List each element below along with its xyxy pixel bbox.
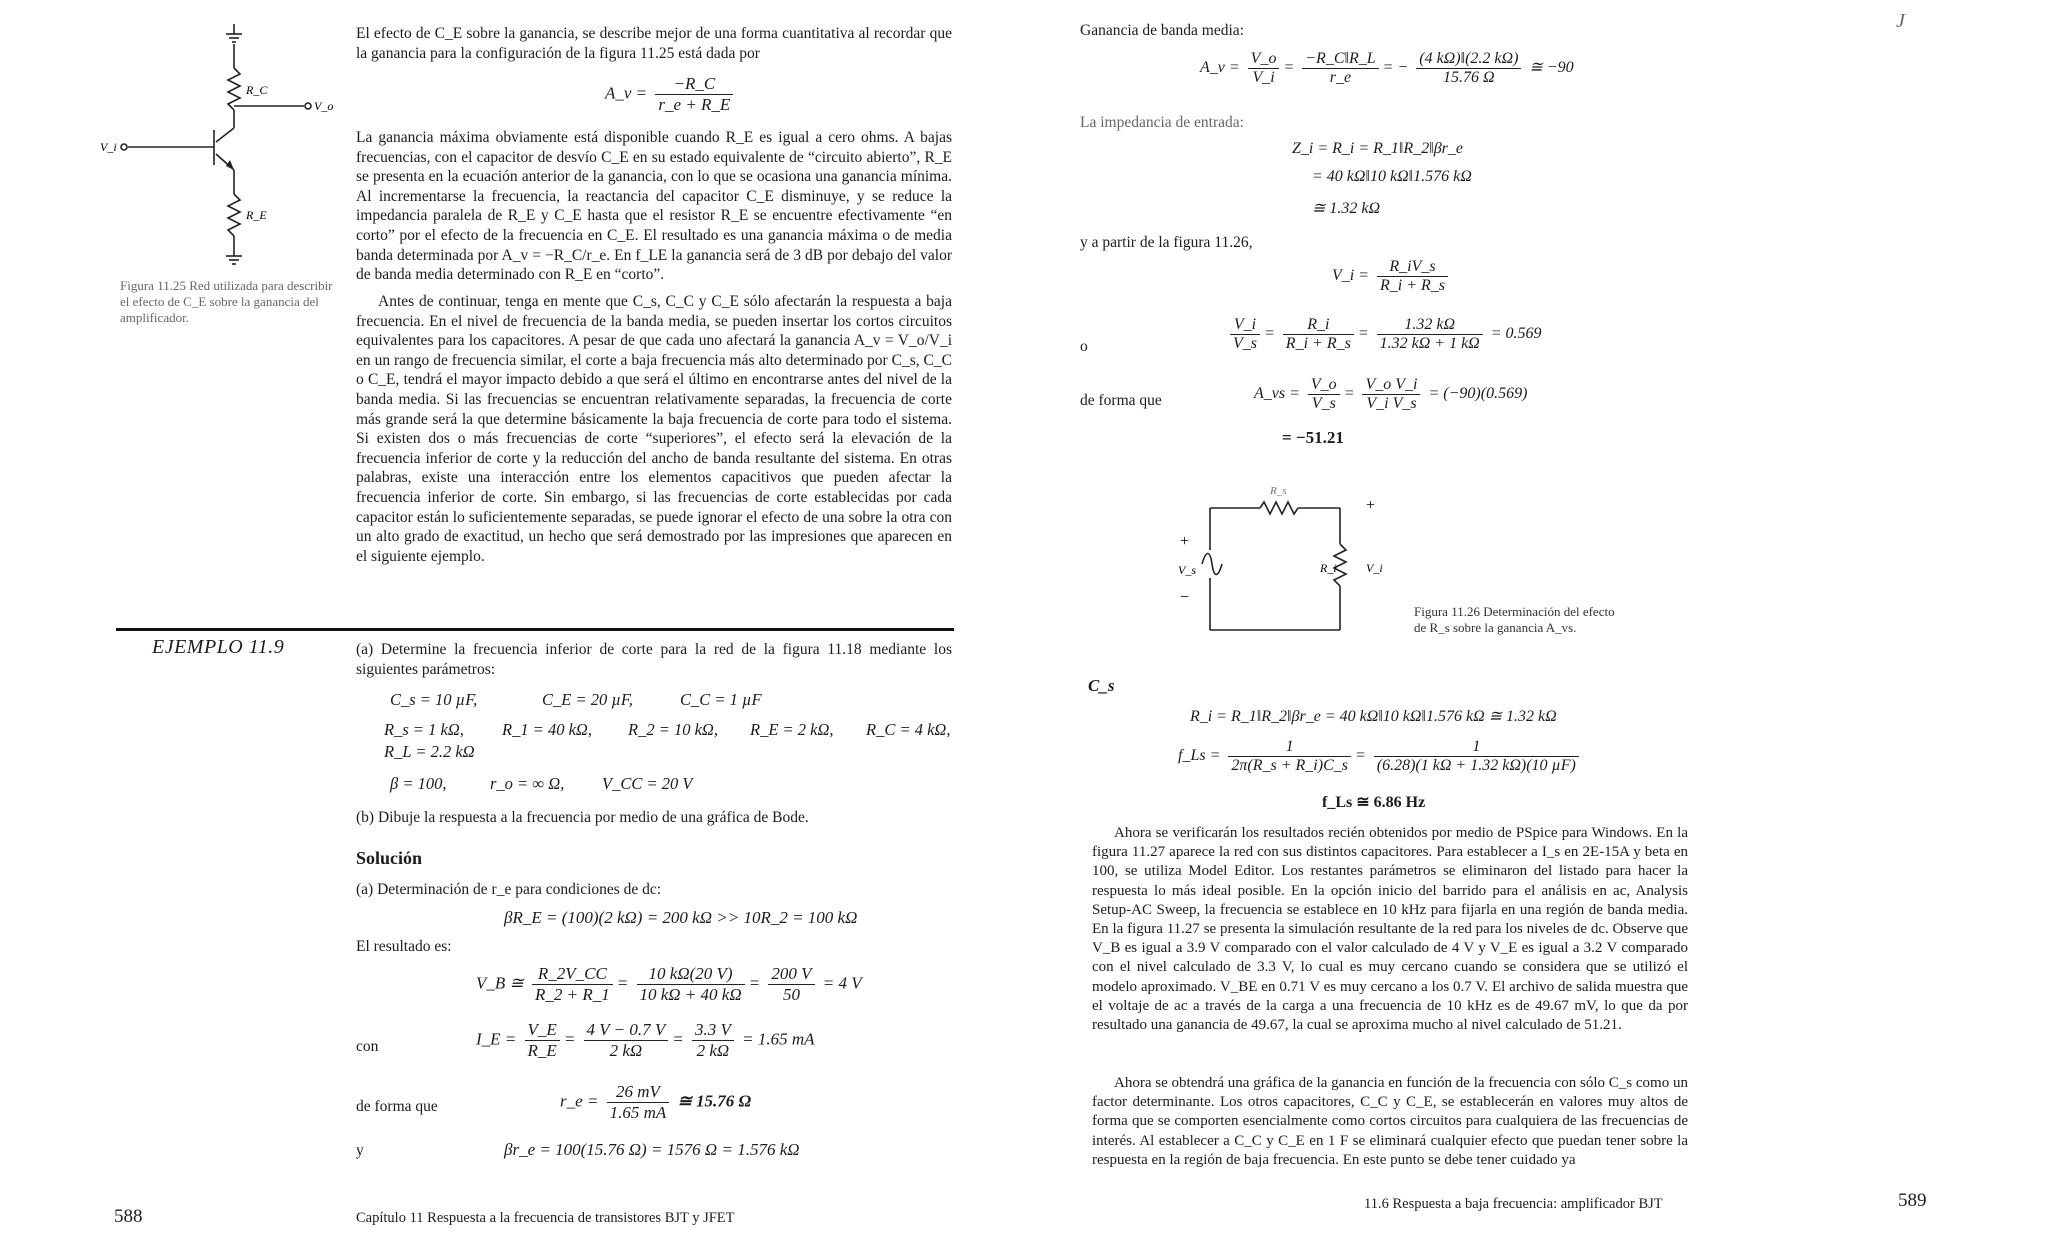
solution-title: Solución	[356, 848, 423, 868]
zin-line-2: = 40 kΩ‖10 kΩ‖1.576 kΩ	[1312, 168, 1472, 185]
label-vi: V_i	[100, 140, 117, 154]
zin-line-1: Z_i = R_i = R_1‖R_2‖βr_e	[1292, 140, 1463, 157]
solution-a: (a) Determinación de r_e para condiciones de dc:	[356, 881, 662, 898]
label-plus-right: +	[1366, 497, 1376, 514]
ie-equation: I_E = $\frac{V\_E}{R\_E}$ = $\frac{4 V - 0.7 V}{2 k\Omega}$ = $\frac{3.3 V}{2 k\Omega}$ = 1.65 mA	[476, 1020, 815, 1060]
figure-11-26-caption: Figura 11.26 Determinación del efecto de R_s sobre la ganancia A_vs.	[1414, 604, 1615, 635]
avs-equation: A_vs = $\frac{V\_o}{V\_s}$ = $\frac{\text{V\_o V\_i}}{\text{V\_i V\_s}}$ = (−90)(0.569)	[1254, 376, 1528, 412]
figure-11-26-circuit	[1170, 480, 1410, 640]
page-number-right: 589	[1898, 1190, 1927, 1211]
corner-mark: J	[1896, 10, 1905, 32]
fls-equation: f_Ls = $\frac{1}{2\pi(R\_s + R\_i)C\_s}$ = $\frac{1}{\text{(6.28)(1 kΩ + 1.32 kΩ)(10 µF)}}$	[1178, 738, 1583, 775]
con-label: con	[356, 1038, 379, 1055]
label-rc: R_C	[246, 83, 268, 97]
paragraph-1: La ganancia máxima obviamente está disponible cuando R_E es igual a cero ohms. A bajas frecuencias, con el capacitor de desvío C_E en su estado equivalente de “circuito abierto”, R_E se presenta en la ecuación anterior de la ganancia, con lo que se ocasiona una ganancia mínima. Al incrementarse la frecuencia, la reactancia del capacitor C_E disminuye, y se reduce la impedancia paralela de R_E y C_E hasta que el resistor R_E se encuentre efectivamente “en corto” por el efecto de la frecuencia en C_E. El resultado es una ganancia máxima o de media banda determinada por A_v = −R_C/r_e. En f_LE la ganancia será de 3 dB por debajo del valor de banda media determinado con R_E en “corto”.	[356, 129, 952, 284]
deforma-label-left: de forma que	[356, 1098, 438, 1115]
y-label: y	[356, 1142, 364, 1159]
paragraph-2: Antes de continuar, tenga en mente que C_s, C_C y C_E sólo afectarán la respuesta a baja frecuencia. En el nivel de frecuencia de la banda media, se pueden insertar los cortos circuitos equivalentes para los capacitores. A pesar de que cada uno afectará la ganancia A_v = V_o/V_i en un rango de frecuencia similar, el corte a baja frecuencia más alto determinado por C_s, C_C o C_E, tendrá el mayor impacto debido a que será el último en encontrarse antes del nivel de la banda media. Si las frecuencias se encuentran relativamente separadas, la frecuencia de corte más grande será la que determine básicamente la baja frecuencia de corte para todo el sistema. Si existen dos o más frecuencias de corte “superiores”, el efecto será la elevación de la frecuencia inferior de corte y la reducción del ancho de banda resultante del sistema. En otras palabras, existe una interacción entre los elementos capacitivos que pueden afectar la frecuencia inferior de corte. Sin embargo, si las frecuencias de corte establecidas por cada capacitor están lo suficientemente separadas, se puede ignorar el efecto de una sobre la otra con un alto grado de exactitud, un hecho que será demostrado por las impresiones que aparecen en el siguiente ejemplo.	[356, 293, 952, 565]
vi-equation: V_i = $\frac{R\_iV\_s}{R\_i + R\_s}$	[1332, 258, 1452, 295]
intro-paragraph: El efecto de C_E sobre la ganancia, se describe mejor de una forma cuantitativa al recordar que la ganancia para la configuración de la figura 11.25 está dada por	[356, 25, 952, 62]
cs-section-title: C_s	[1088, 676, 1115, 695]
bre-equation: βr_e = 100(15.76 Ω) = 1576 Ω = 1.576 kΩ	[504, 1140, 800, 1159]
label-plus-left: +	[1180, 533, 1190, 550]
midband-title: Ganancia de banda media:	[1080, 22, 1244, 39]
zin-line-3: ≅ 1.32 kΩ	[1312, 200, 1381, 217]
ratio-equation: $\frac{V\_i}{V\_s}$ = $\frac{R\_i}{R\_i + R\_s}$ = $\frac{1.32 k\Omega}{1.32 k\Omega + 1 k\Omega}$ = 0.569	[1226, 316, 1542, 353]
av-equation: A_v = $\frac{V\_o}{V\_i}$ = $\frac{-R\_C‖R\_L}{r\_e}$ = − $\frac{(4 k\Omega)‖(2.2 k\Omega)}{15.76 \Omega}$ ≅ −90	[1200, 50, 1574, 86]
deforma-label-right: de forma que	[1080, 392, 1162, 409]
ri-equation: R_i = R_1‖R_2‖βr_e = 40 kΩ‖10 kΩ‖1.576 kΩ ≅ 1.32 kΩ	[1190, 708, 1557, 725]
avs-result: = −51.21	[1282, 428, 1344, 447]
footer-right: 11.6 Respuesta a baja frecuencia: amplificador BJT	[1364, 1196, 1663, 1212]
example-part-a: (a) Determine la frecuencia inferior de corte para la red de la figura 11.18 mediante los siguientes parámetros:	[356, 641, 952, 678]
figure-11-25-caption: Figura 11.25 Red utilizada para describir el efecto de C_E sobre la ganancia del amplificador.	[120, 278, 333, 325]
label-vi-right: V_i	[1366, 561, 1383, 575]
label-vs: V_s	[1178, 563, 1196, 577]
beta-equation: βR_E = (100)(2 kΩ) = 200 kΩ >> 10R_2 = 100 kΩ	[504, 908, 858, 927]
result-label: El resultado es:	[356, 938, 452, 955]
label-vo: V_o	[314, 99, 334, 113]
fls-result: f_Ls ≅ 6.86 Hz	[1322, 794, 1426, 811]
zin-label: La impedancia de entrada:	[1080, 114, 1244, 131]
label-re: R_E	[246, 208, 267, 222]
page-number-left: 588	[114, 1206, 143, 1227]
figure-11-25-circuit	[100, 20, 340, 280]
label-ri: R_i	[1320, 561, 1337, 575]
example-part-b: (b) Dibuje la respuesta a la frecuencia por medio de una gráfica de Bode.	[356, 809, 809, 826]
example-title: EJEMPLO 11.9	[152, 636, 285, 658]
re-equation: r_e = $\frac{26 mV}{1.65 mA}$ ≅ 15.76 Ω	[560, 1082, 752, 1122]
label-rs: R_s	[1270, 485, 1287, 497]
example-divider	[116, 628, 954, 631]
pspice-paragraph-1: Ahora se verificarán los resultados recién obtenidos por medio de PSpice para Windows. En la figura 11.27 aparece la red con sus distintos capacitores. Para establecer a I_s en 2E-15A y beta en 100, se utiliza Model Editor. Los restantes parámetros se eliminaron del listado para hacer la respuesta lo más ideal posible. En la opción inicio del barrido para el análisis en ac, Analysis Setup-AC Sweep, la frecuencia se establece en 10 kHz para fijarla en una región de banda media. En la figura 11.27 se presenta la simulación resultante de la red para los niveles de dc. Observe que V_B es igual a 3.9 V comparado con el valor calculado de 4 V y V_E es igual a 3.2 V comparado con el nivel calculado de 3.3 V, lo cual es muy cercano cuando se considera que se utilizó el modelo aproximado. V_BE en 0.71 V es muy cercano a los 0.7 V. El archivo de salida muestra que el voltaje de ac a través de la carga a una frecuencia de 10 kHz es de 49.67 mV, lo que da por resultado una ganancia de 49.67, la cual se aproxima mucho al nivel calculado de 51.21.	[1092, 825, 1688, 1034]
footer-left: Capítulo 11 Respuesta a la frecuencia de transistores BJT y JFET	[356, 1210, 735, 1226]
pspice-paragraph-2: Ahora se obtendrá una gráfica de la ganancia en función de la frecuencia con sólo C_s como un factor determinante. Los otros capacitores, C_C y C_E, se establecerán en valores muy altos de forma que se comporten esencialmente como cortos circuitos para cualquiera de las frecuencias de interés. Al establecer a C_C y C_E en 1 F se eliminará cualquier efecto que puedan tener sobre la respuesta en la región de baja frecuencia. En este punto se debe tener cuidado ya	[1092, 1075, 1688, 1168]
label-minus: −	[1180, 589, 1190, 606]
from-fig-label: y a partir de la figura 11.26,	[1080, 234, 1253, 251]
o-label: o	[1080, 338, 1088, 355]
vb-equation: V_B ≅ $\frac{R\_2V\_CC}{R\_2 + R\_1}$ = $\frac{10 k\Omega(20 V)}{10 k\Omega + 40 k\Omega}$ = $\frac{200 V}{50}$ = 4 V	[476, 964, 862, 1004]
gain-equation: A_v = $\frac{-R\_C}{r\_e + R\_E}$	[605, 74, 737, 115]
